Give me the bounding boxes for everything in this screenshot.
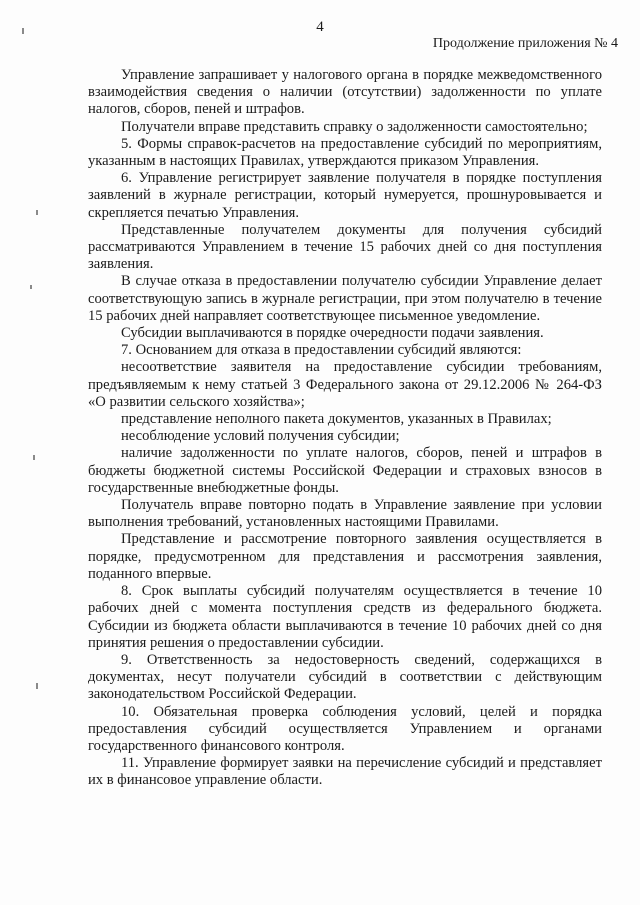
appendix-continuation-note: Продолжение приложения № 4 [432,36,618,51]
scan-speck [36,683,38,689]
paragraph-item-5: 5. Формы справок-расчетов на предоставление субсидий по мероприятиям, указанным в настоящих Правилах, утверждаются приказом Управления. [88,135,602,170]
scan-speck [36,210,38,215]
paragraph-refusal-reason-1: несоответствие заявителя на предоставление субсидии требованиям, предъявляемым к нему статьей 3 Федерального закона от 29.12.2006 № 264-ФЗ «О развитии сельского хозяйства»; [88,359,602,410]
paragraph-payment-order: Субсидии выплачиваются в порядке очередности подачи заявления. [121,325,544,342]
scan-speck [30,285,32,289]
paragraph-refusal-reason-4: наличие задолженности по уплате налогов, сборов, пеней и штрафов в бюджеты бюджетной системы Российской Федерации и страховых взносов в государственные внебюджетные фонды. [88,445,602,496]
scan-speck [22,28,24,34]
paragraph-item-11: 11. Управление формирует заявки на перечисление субсидий и представляет их в финансовое управление области. [88,755,602,789]
paragraph-item-10: 10. Обязательная проверка соблюдения условий, целей и порядка предоставления субсидий осуществляется Управлением и органами государственного финансового контроля. [88,703,602,754]
paragraph-item-7: 7. Основанием для отказа в предоставлении субсидий являются: [121,342,522,359]
document-body [88,67,602,790]
paragraph-resubmission-review: Представление и рассмотрение повторного заявления осуществляется в порядке, предусмотренном для представления и рассмотрения заявления, поданного впервые. [88,531,602,582]
paragraph-item-9: 9. Ответственность за недостоверность сведений, содержащихся в документах, несут получатели субсидий в соответствии с действующим законодательством Российской Федерации. [88,651,602,703]
scan-speck [33,455,35,460]
paragraph-refusal-reason-3: несоблюдение условий получения субсидии; [121,428,400,445]
paragraph-recipient-certificate: Получатели вправе представить справку о задолженности самостоятельно; [121,118,588,135]
paragraph-refusal-notice: В случае отказа в предоставлении получателю субсидии Управление делает соответствующую запись в журнале регистрации, при этом получателю в течение 15 рабочих дней направляет соответствующее письменное уведомление. [88,273,602,324]
paragraph-item-8: 8. Срок выплаты субсидий получателям осуществляется в течение 10 рабочих дней с момента поступления средств из федерального бюджета. Субсидии из бюджета области выплачиваются в течение 10 рабочих дней со дня принятия решения о предоставлении субсидии. [88,583,602,651]
paragraph-refusal-reason-2: представление неполного пакета документов, указанных в Правилах; [121,411,552,428]
paragraph-item-6: 6. Управление регистрирует заявление получателя в порядке поступления заявлений в журнале регистрации, который нумеруется, прошнуровывается и скрепляется печатью Управления. [88,170,602,221]
paragraph-tax-request: Управление запрашивает у налогового органа в порядке межведомственного взаимодействия сведения о наличии (отсутствии) задолженности по уплате налогов, сборов, пеней и штрафов. [88,67,602,118]
paragraph-review-period: Представленные получателем документы для получения субсидий рассматриваются Управлением в течение 15 рабочих дней со дня поступления заявления. [88,221,602,273]
paragraph-resubmission: Получатель вправе повторно подать в Управление заявление при условии выполнения требований, установленных настоящими Правилами. [88,497,602,531]
page-number: 4 [316,19,324,35]
